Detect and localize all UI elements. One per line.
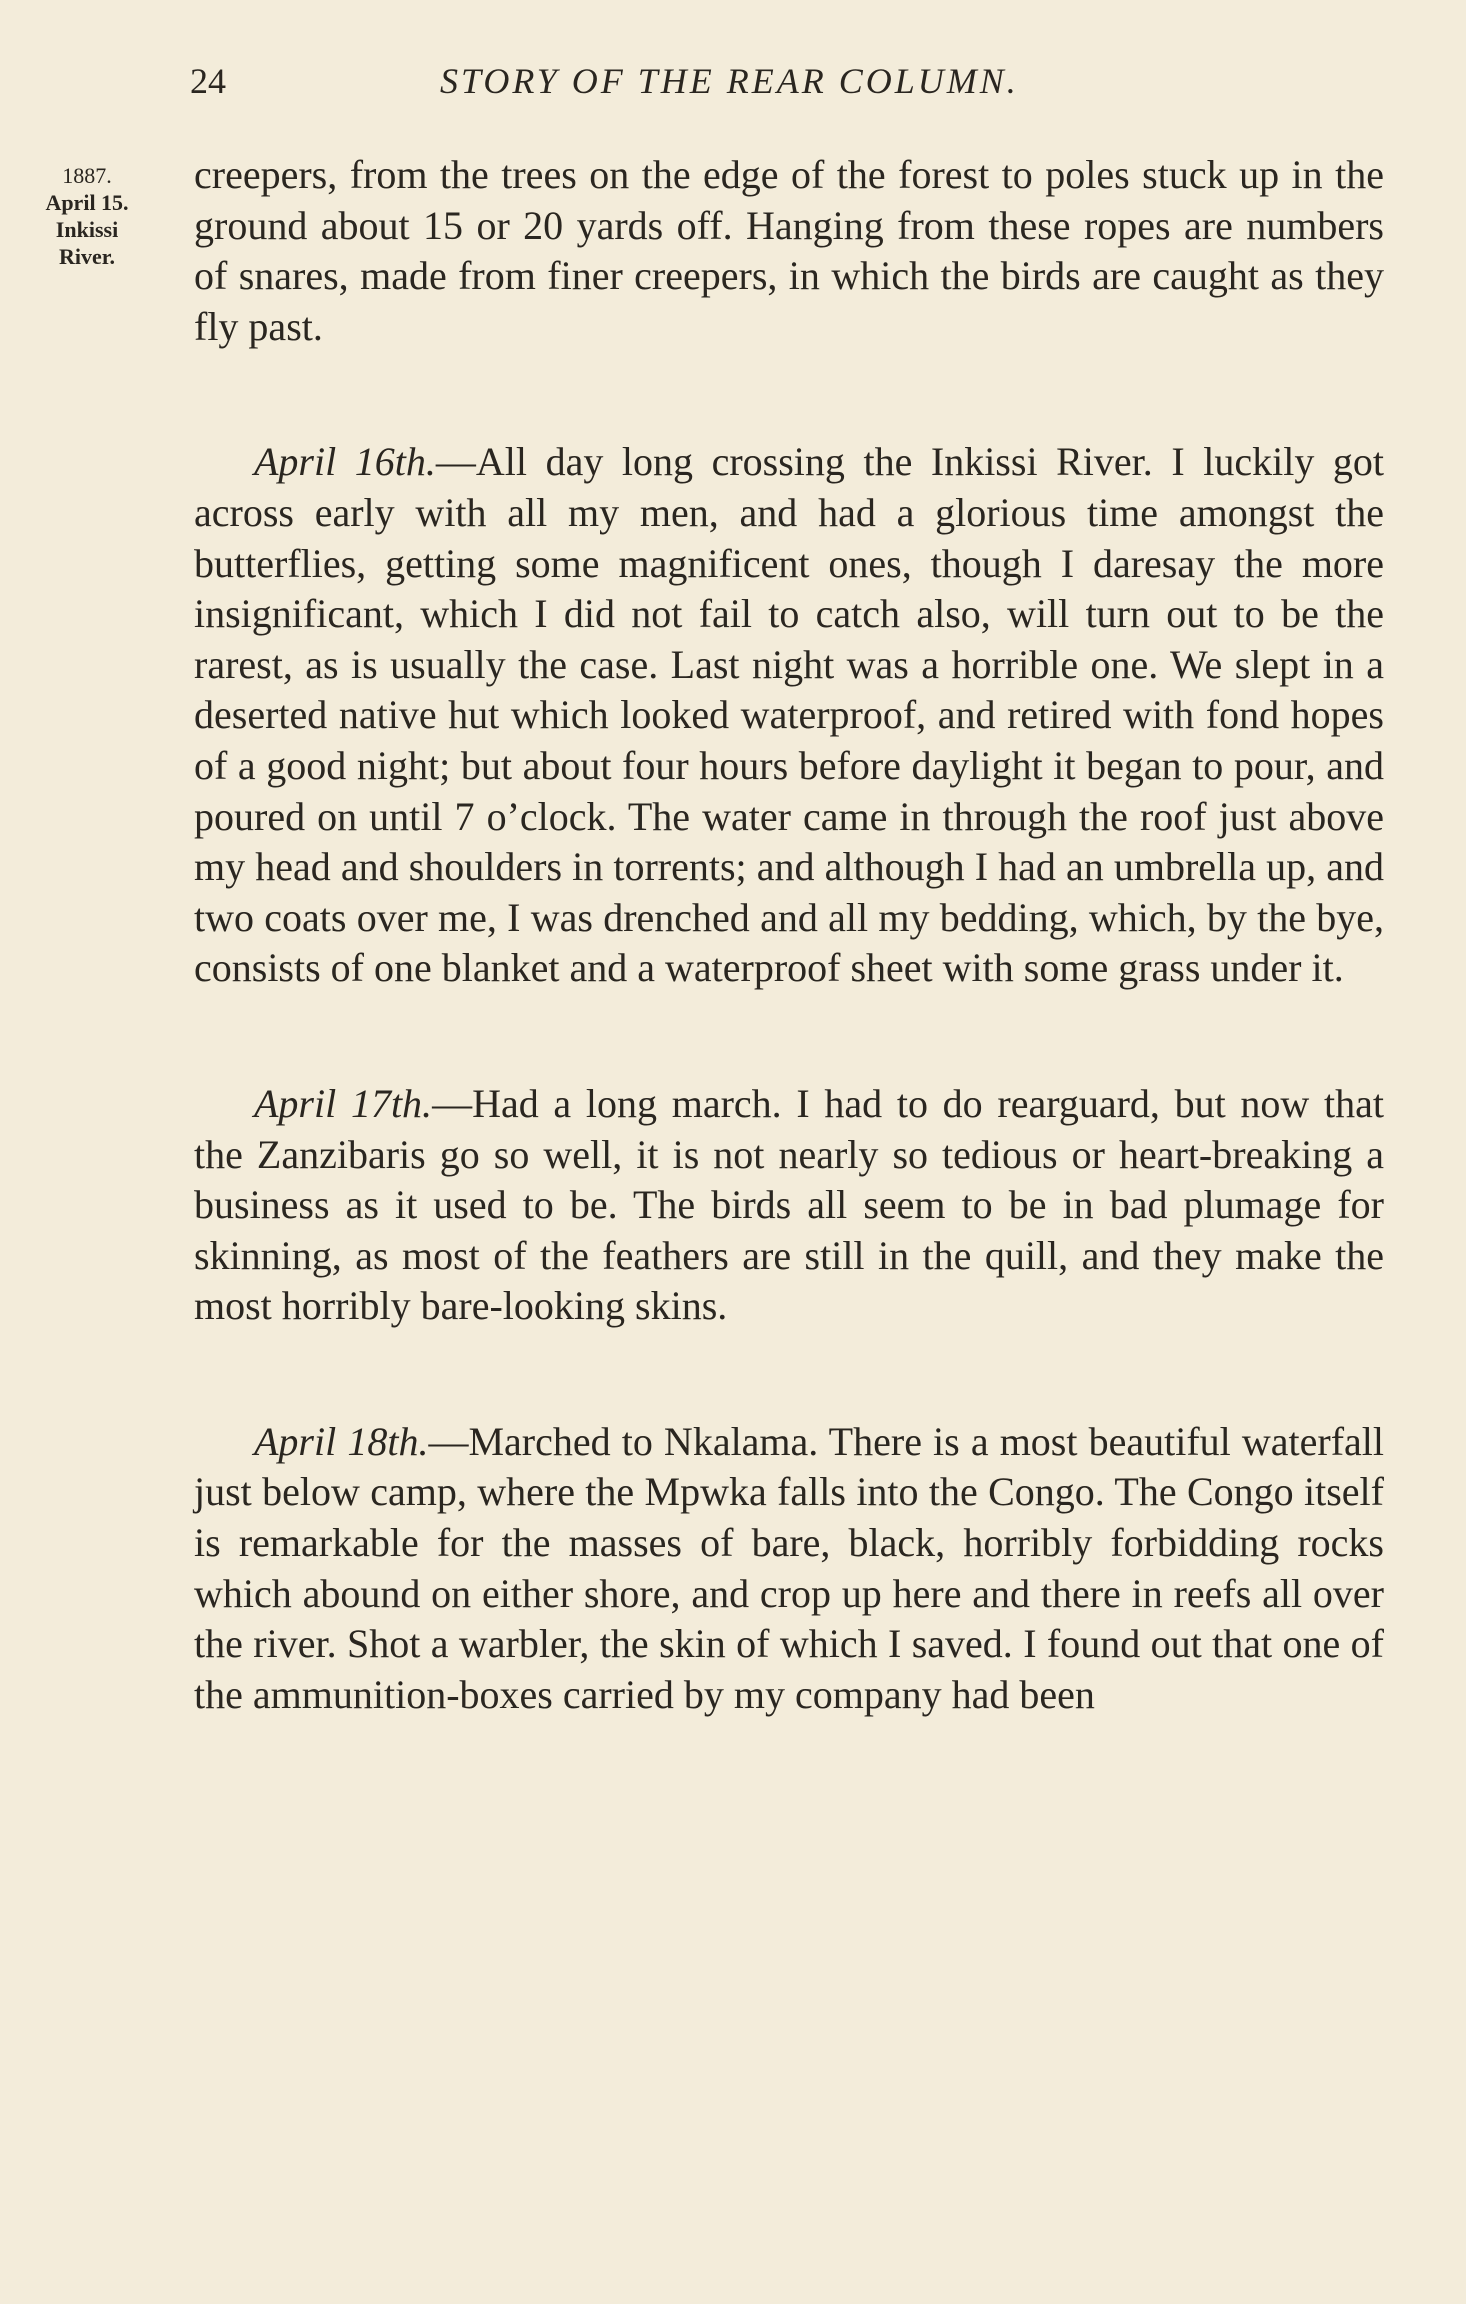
- margin-note: [22, 162, 152, 270]
- entry-date: April 16th.: [254, 439, 436, 485]
- margin-note-place: Inkissi: [55, 217, 119, 242]
- body-text: [194, 150, 1384, 1720]
- margin-note-date: April 15.: [45, 190, 129, 215]
- paragraph-text: creepers, from the trees on the edge of the forest to poles stuck up in the ground about 15 or 20 yards off. Hanging from these ropes are numbers of snares, made from finer creepers, in which the birds are caught as they fly past.: [194, 152, 1384, 349]
- entry-text: —Marched to Nkalama. There is a most beautiful waterfall just below camp, where the Mpwka falls into the Congo. The Congo itself is remarkable for the masses of bare, black, horribly forbidding rocks which abound on either shore, and crop up here and there in reefs all over the river. Shot a warbler, the skin of which I saved. I found out that one of the ammunition-boxes carried by my company had been: [194, 1418, 1384, 1717]
- entry-text: —Had a long march. I had to do rearguard, but now that the Zanzibaris go so well, it is not nearly so tedious or heart-breaking a business as it used to be. The birds all seem to be in bad plumage for skinning, as most of the feathers are still in the quill, and they make the most horribly bare-looking skins.: [194, 1080, 1384, 1329]
- page-header: [0, 60, 1466, 120]
- running-title: STORY OF THE REAR COLUMN.: [440, 61, 1019, 101]
- diary-entry-april-17: [194, 1079, 1384, 1332]
- page-number: 24: [190, 61, 226, 101]
- entry-date: April 17th.: [254, 1080, 433, 1126]
- paragraph-continuation: [194, 150, 1384, 352]
- entry-text: —All day long crossing the Inkissi River. I luckily got across early with all my men, and had a glorious time amongst the butterflies, getting some magnificent ones, though I daresay the more insignificant, which I did not fail to catch also, will turn out to be the rarest, as is usually the case. Last night was a horrible one. We slept in a deserted native hut which looked waterproof, and retired with fond hopes of a good night; but about four hours before daylight it began to pour, and poured on until 7 o’clock. The water came in through the roof just above my head and shoulders in torrents; and although I had an umbrella up, and two coats over me, I was drenched and all my bedding, which, by the bye, consists of one blanket and a waterproof sheet with some grass under it.: [194, 439, 1384, 991]
- diary-entry-april-16: [194, 437, 1384, 994]
- margin-note-year: 1887.: [62, 163, 112, 188]
- diary-entry-april-18: [194, 1417, 1384, 1721]
- entry-date: April 18th.: [254, 1418, 429, 1464]
- margin-note-place-2: River.: [58, 244, 115, 269]
